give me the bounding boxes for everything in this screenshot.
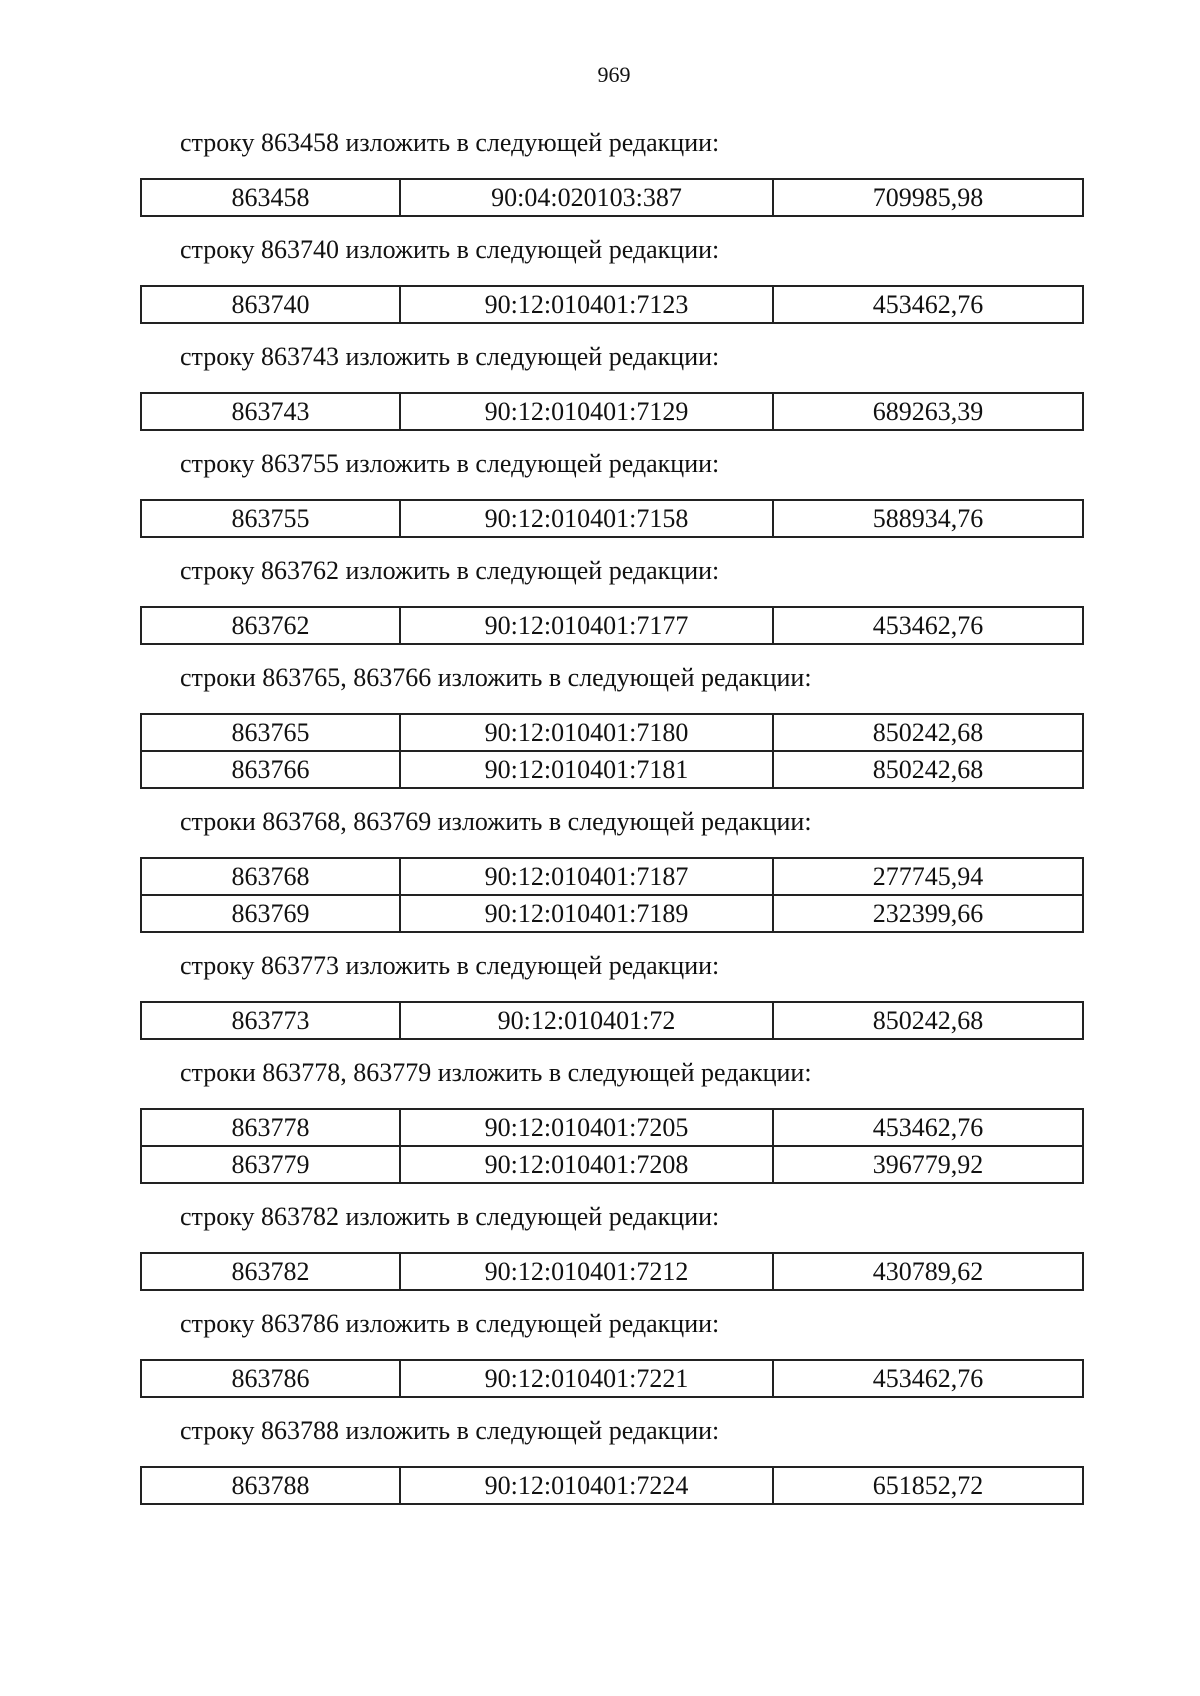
table-row: [141, 500, 1083, 537]
amendment-section: [140, 807, 1082, 933]
table-row: [141, 1146, 1083, 1183]
value-cell: 850242,68: [773, 714, 1083, 751]
amendment-section: [140, 663, 1082, 789]
amendment-section: [140, 342, 1082, 431]
amendment-table: [140, 1108, 1084, 1184]
table-row: [141, 751, 1083, 788]
amendment-instruction: строки 863778, 863779 изложить в следующей редакции:: [180, 1058, 812, 1087]
amendment-instruction: строку 863743 изложить в следующей редакции:: [180, 342, 720, 371]
amendment-instruction: строки 863765, 863766 изложить в следующей редакции:: [180, 663, 812, 692]
amendment-instruction: строку 863788 изложить в следующей редакции:: [180, 1416, 720, 1445]
cadastral-number-cell: 90:12:010401:7177: [400, 607, 773, 644]
row-number-cell: 863786: [141, 1360, 400, 1397]
amendment-instruction: строки 863768, 863769 изложить в следующей редакции:: [180, 807, 812, 836]
value-cell: 651852,72: [773, 1467, 1083, 1504]
table-row: [141, 179, 1083, 216]
value-cell: 453462,76: [773, 1360, 1083, 1397]
amendment-instruction: строку 863773 изложить в следующей редакции:: [180, 951, 720, 980]
table-row: [141, 858, 1083, 895]
amendment-table: [140, 392, 1084, 431]
amendment-table: [140, 857, 1084, 933]
table-row: [141, 393, 1083, 430]
amendment-section: [140, 128, 1082, 217]
value-cell: 850242,68: [773, 1002, 1083, 1039]
amendment-table: [140, 1359, 1084, 1398]
value-cell: 453462,76: [773, 286, 1083, 323]
row-number-cell: 863765: [141, 714, 400, 751]
row-number-cell: 863779: [141, 1146, 400, 1183]
cadastral-number-cell: 90:12:010401:7189: [400, 895, 773, 932]
row-number-cell: 863769: [141, 895, 400, 932]
value-cell: 277745,94: [773, 858, 1083, 895]
table-row: [141, 714, 1083, 751]
amendment-table: [140, 1001, 1084, 1040]
amendment-section: [140, 1309, 1082, 1398]
value-cell: 430789,62: [773, 1253, 1083, 1290]
amendment-instruction: строку 863762 изложить в следующей редакции:: [180, 556, 720, 585]
row-number-cell: 863762: [141, 607, 400, 644]
amendment-table: [140, 1252, 1084, 1291]
cadastral-number-cell: 90:12:010401:7205: [400, 1109, 773, 1146]
row-number-cell: 863788: [141, 1467, 400, 1504]
cadastral-number-cell: 90:12:010401:7221: [400, 1360, 773, 1397]
amendment-section: [140, 1202, 1082, 1291]
amendment-section: [140, 235, 1082, 324]
table-row: [141, 1109, 1083, 1146]
cadastral-number-cell: 90:12:010401:7181: [400, 751, 773, 788]
table-row: [141, 1002, 1083, 1039]
amendment-table: [140, 178, 1084, 217]
cadastral-number-cell: 90:12:010401:7180: [400, 714, 773, 751]
cadastral-number-cell: 90:12:010401:7158: [400, 500, 773, 537]
amendments-list: [140, 128, 1082, 1523]
row-number-cell: 863755: [141, 500, 400, 537]
row-number-cell: 863743: [141, 393, 400, 430]
amendment-section: [140, 1416, 1082, 1505]
value-cell: 689263,39: [773, 393, 1083, 430]
amendment-table: [140, 713, 1084, 789]
amendment-instruction: строку 863740 изложить в следующей редакции:: [180, 235, 720, 264]
amendment-section: [140, 951, 1082, 1040]
amendment-table: [140, 499, 1084, 538]
value-cell: 453462,76: [773, 607, 1083, 644]
amendment-table: [140, 606, 1084, 645]
amendment-instruction: строку 863458 изложить в следующей редакции:: [180, 128, 720, 157]
amendment-table: [140, 285, 1084, 324]
amendment-section: [140, 1058, 1082, 1184]
row-number-cell: 863740: [141, 286, 400, 323]
cadastral-number-cell: 90:12:010401:72: [400, 1002, 773, 1039]
row-number-cell: 863766: [141, 751, 400, 788]
table-row: [141, 895, 1083, 932]
value-cell: 453462,76: [773, 1109, 1083, 1146]
cadastral-number-cell: 90:04:020103:387: [400, 179, 773, 216]
row-number-cell: 863782: [141, 1253, 400, 1290]
value-cell: 709985,98: [773, 179, 1083, 216]
amendment-instruction: строку 863782 изложить в следующей редакции:: [180, 1202, 720, 1231]
amendment-instruction: строку 863755 изложить в следующей редакции:: [180, 449, 720, 478]
amendment-section: [140, 556, 1082, 645]
value-cell: 232399,66: [773, 895, 1083, 932]
table-row: [141, 1360, 1083, 1397]
cadastral-number-cell: 90:12:010401:7224: [400, 1467, 773, 1504]
value-cell: 850242,68: [773, 751, 1083, 788]
table-row: [141, 1467, 1083, 1504]
cadastral-number-cell: 90:12:010401:7123: [400, 286, 773, 323]
amendment-instruction: строку 863786 изложить в следующей редакции:: [180, 1309, 720, 1338]
page-number: 969: [597, 62, 631, 87]
cadastral-number-cell: 90:12:010401:7187: [400, 858, 773, 895]
cadastral-number-cell: 90:12:010401:7212: [400, 1253, 773, 1290]
table-row: [141, 607, 1083, 644]
row-number-cell: 863768: [141, 858, 400, 895]
amendment-table: [140, 1466, 1084, 1505]
table-row: [141, 286, 1083, 323]
table-row: [141, 1253, 1083, 1290]
row-number-cell: 863773: [141, 1002, 400, 1039]
cadastral-number-cell: 90:12:010401:7208: [400, 1146, 773, 1183]
amendment-section: [140, 449, 1082, 538]
value-cell: 588934,76: [773, 500, 1083, 537]
row-number-cell: 863458: [141, 179, 400, 216]
value-cell: 396779,92: [773, 1146, 1083, 1183]
row-number-cell: 863778: [141, 1109, 400, 1146]
cadastral-number-cell: 90:12:010401:7129: [400, 393, 773, 430]
